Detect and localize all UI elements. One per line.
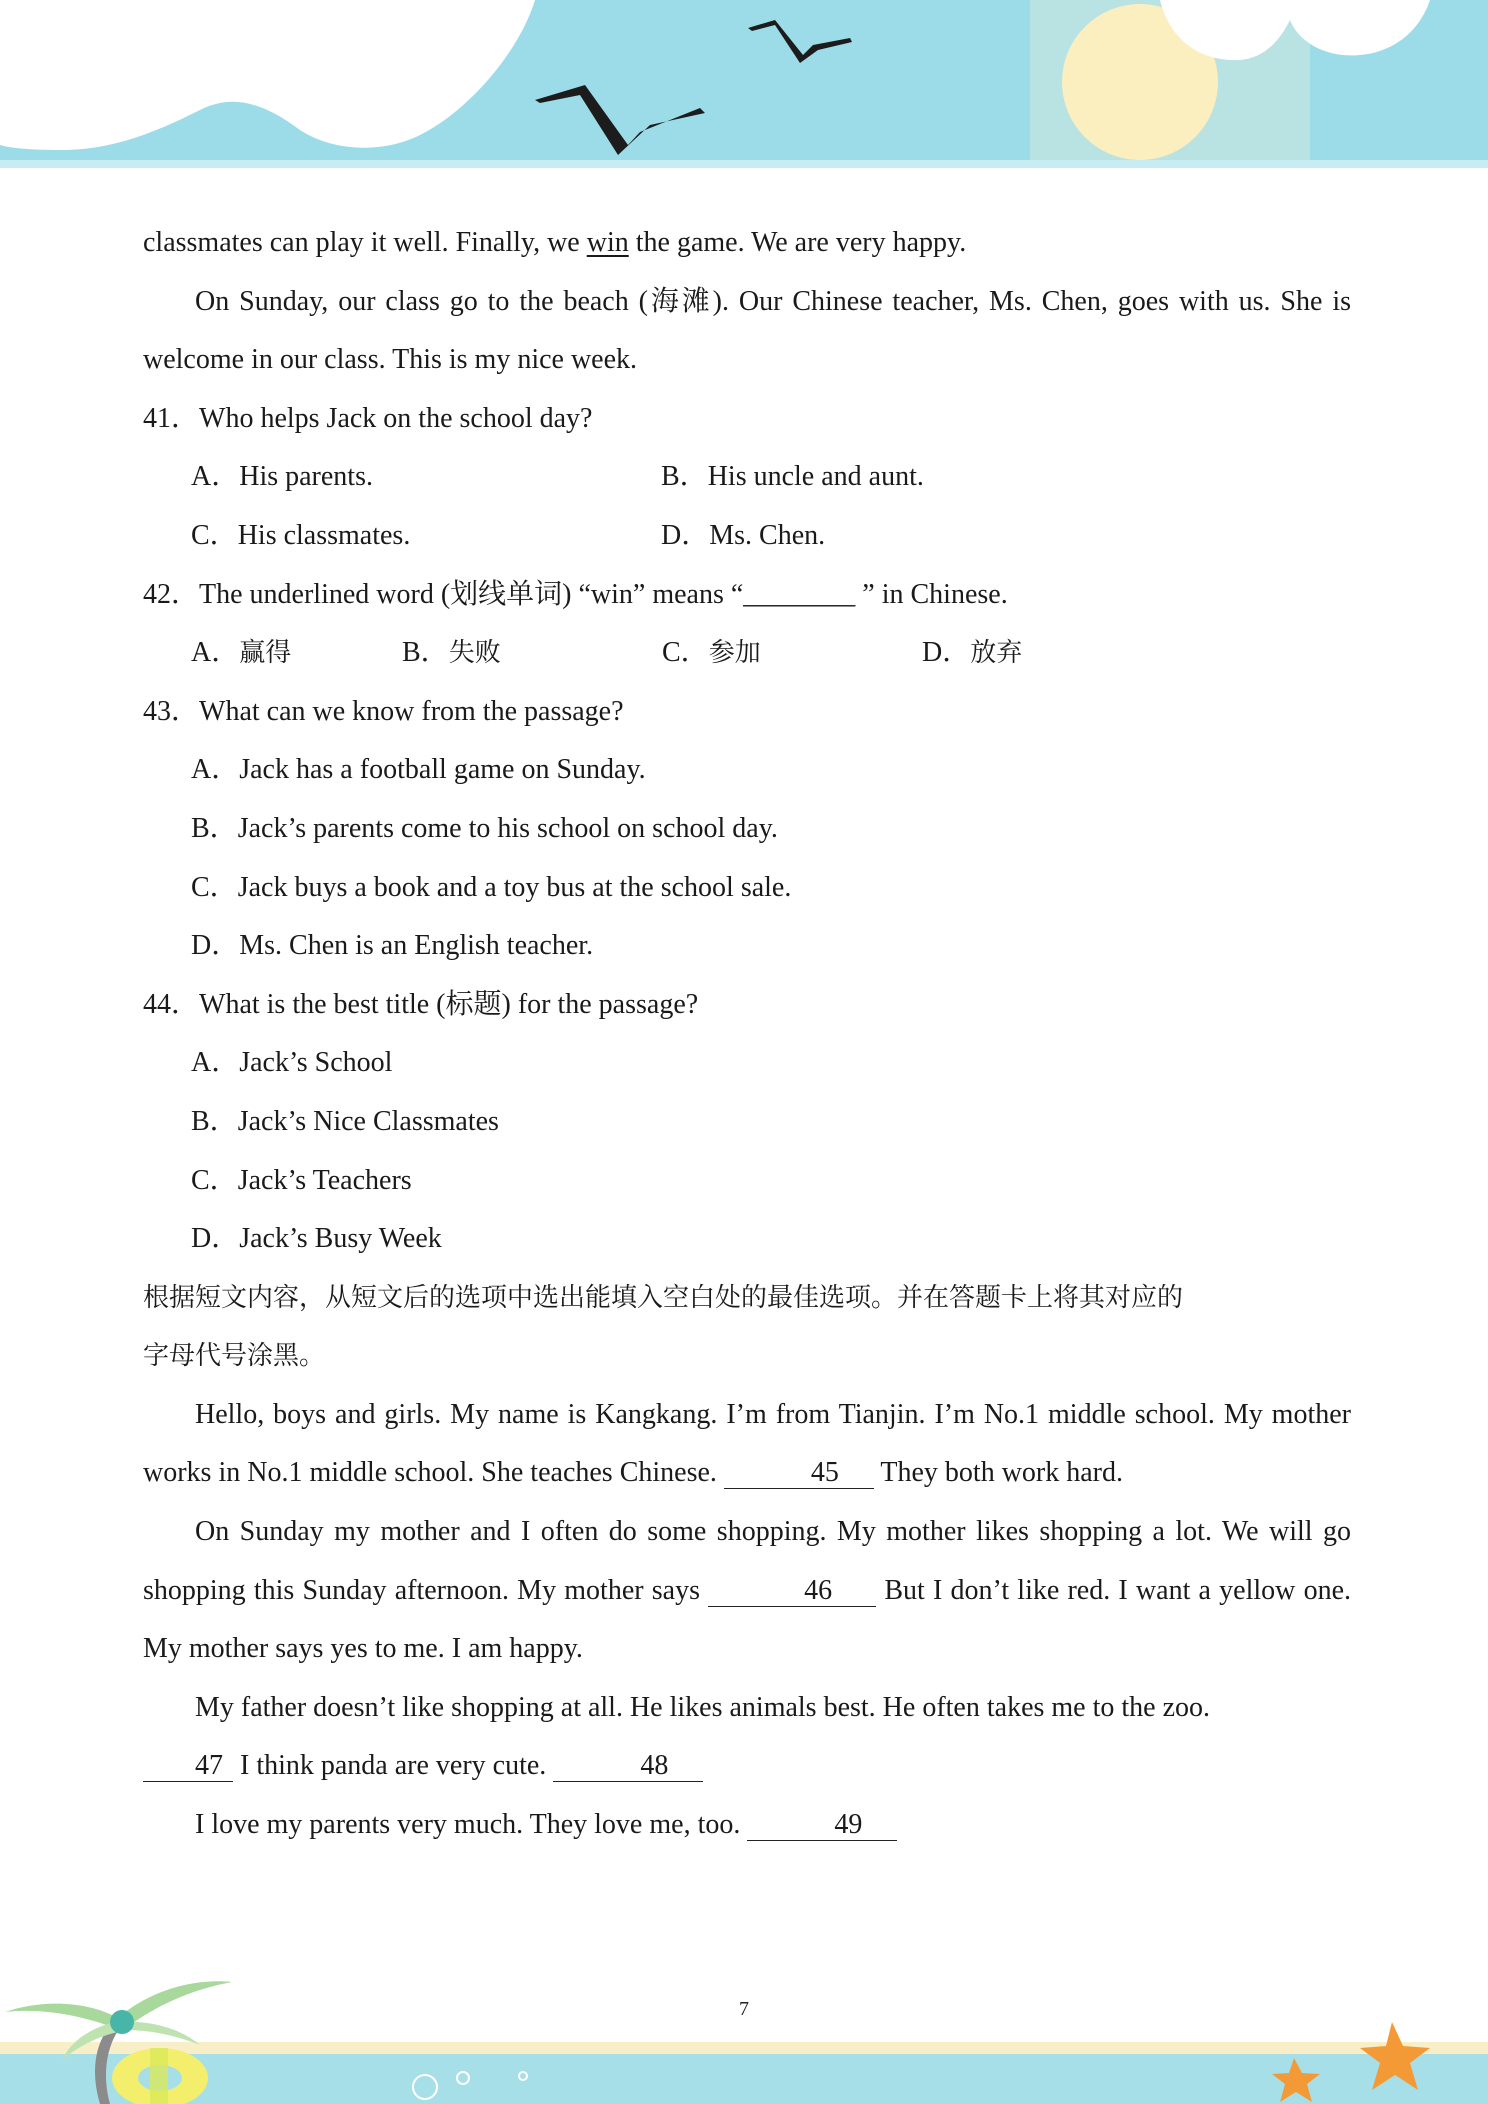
cloze-paragraph-2: On Sunday my mother and I often do some shopping. My mother likes shopping a lot. We will go shopping this Sunday afternoon. My mother says 46 But I don’t like red. I want a yellow one. My mother says yes to me. I am happy. bbox=[143, 1516, 1351, 1665]
option-a: A．Jack has a football game on Sunday. bbox=[191, 754, 646, 786]
blank-47: 47 bbox=[143, 1751, 233, 1782]
option-a: A．Jack’s School bbox=[191, 1047, 393, 1079]
option-d: D．Ms. Chen is an English teacher. bbox=[191, 930, 594, 962]
option-d: D．Ms. Chen. bbox=[661, 519, 826, 551]
underlined-word: win bbox=[586, 227, 629, 258]
blank-49: 49 bbox=[747, 1810, 897, 1841]
blank-45: 45 bbox=[724, 1458, 874, 1489]
cloze-paragraph-1: Hello, boys and girls. My name is Kangkang. I’m from Tianjin. I’m No.1 middle school. My mother works in No.1 middle school. She teaches Chinese. 45 They both work hard. bbox=[143, 1398, 1351, 1489]
header-banner bbox=[0, 0, 1488, 168]
option-b: B．失败 bbox=[402, 637, 501, 669]
passage-line: classmates can play it well. Finally, we win the game. We are very happy. bbox=[143, 227, 967, 258]
option-c: C．Jack buys a book and a toy bus at the school sale. bbox=[191, 871, 792, 903]
option-c: C．参加 bbox=[662, 637, 761, 669]
blank-48: 48 bbox=[553, 1751, 703, 1782]
question-44: 44．What is the best title (标题) for the passage? bbox=[143, 988, 699, 1020]
section-instruction: 根据短文内容，从短文后的选项中选出能填入空白处的最佳选项。并在答题卡上将其对应的 字母代号涂黑。 bbox=[143, 1282, 1184, 1372]
option-d: D．放弃 bbox=[922, 637, 1023, 669]
option-c: C．Jack’s Teachers bbox=[191, 1164, 412, 1196]
option-a: A．赢得 bbox=[191, 637, 292, 669]
option-d: D．Jack’s Busy Week bbox=[191, 1223, 442, 1255]
option-c: C．His classmates. bbox=[191, 519, 411, 551]
footer-beach-art bbox=[0, 1930, 1488, 2104]
option-b: B．Jack’s parents come to his school on school day. bbox=[191, 812, 778, 844]
question-41: 41．Who helps Jack on the school day? bbox=[143, 402, 593, 434]
blank-46: 46 bbox=[708, 1576, 876, 1607]
option-b: B．His uncle and aunt. bbox=[661, 461, 924, 493]
question-43: 43．What can we know from the passage? bbox=[143, 695, 624, 727]
passage-paragraph: On Sunday, our class go to the beach (海滩). Our Chinese teacher, Ms. Chen, goes with us. She is welcome in our class. This is my nice week. bbox=[143, 285, 1351, 376]
page-number: 7 bbox=[739, 1998, 749, 2020]
option-b: B．Jack’s Nice Classmates bbox=[191, 1105, 499, 1137]
question-42: 42．The underlined word (划线单词) “win” means “________ ” in Chinese. bbox=[143, 578, 1008, 610]
question-41-options bbox=[143, 448, 1351, 565]
question-42-options bbox=[143, 624, 1351, 683]
cloze-paragraph-3: My father doesn’t like shopping at all. He likes animals best. He often takes me to the zoo. 47 I think panda are very cute. 48 bbox=[143, 1679, 1351, 1796]
page-content bbox=[143, 214, 1351, 1855]
option-a: A．His parents. bbox=[191, 461, 373, 493]
cloze-paragraph-4: I love my parents very much. They love me, too. 49 bbox=[143, 1796, 1351, 1855]
